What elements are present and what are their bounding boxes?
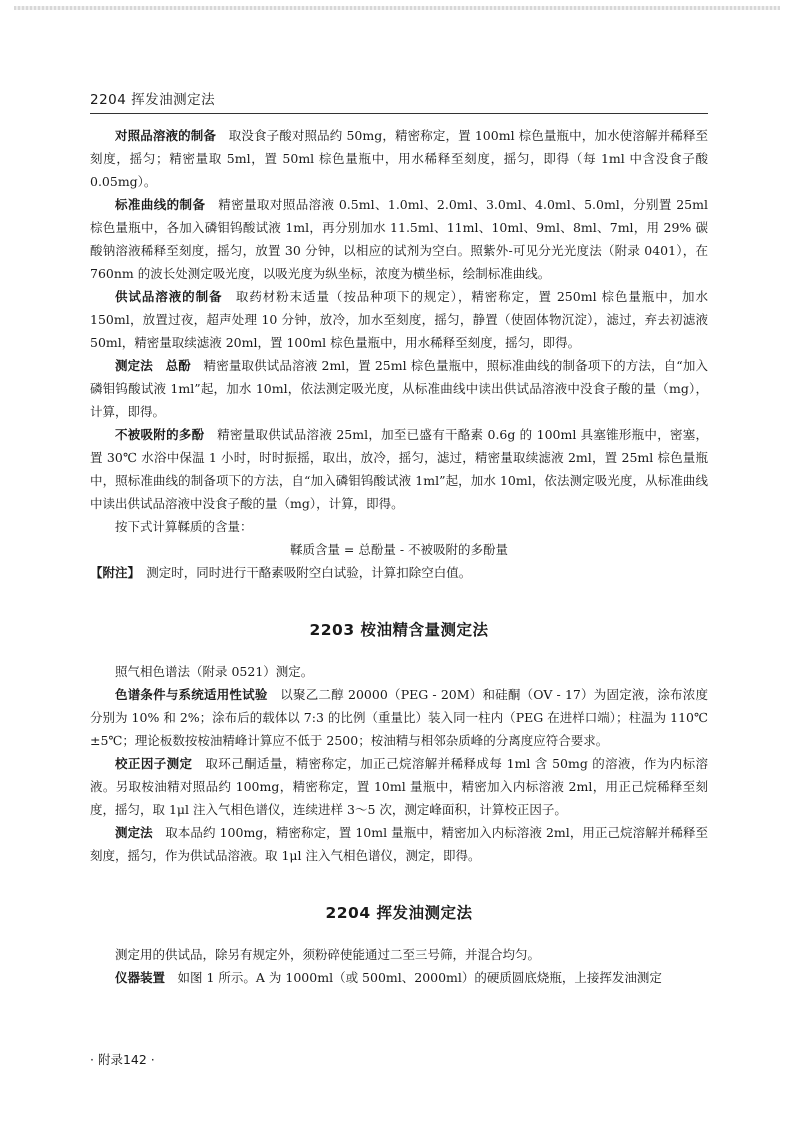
paragraph xyxy=(90,966,708,989)
paragraph: 照气相色谱法（附录 0521）测定。 xyxy=(115,664,314,679)
paragraph xyxy=(90,193,708,285)
note-label: 【附注】 xyxy=(90,565,134,580)
paragraph xyxy=(90,821,708,867)
note xyxy=(90,561,708,584)
paragraph-title: 校正因子测定 xyxy=(115,756,193,771)
paragraph-text: 精密量取供试品溶液 25ml，加至已盛有干酪素 0.6g 的 100ml 具塞锥形瓶中，密塞，置 30℃ 水浴中保温 1 小时，时时振摇，取出，放冷，摇匀，滤过，精密量取续滤液 2ml，置 25ml 棕色量瓶中，照标准曲线的制备项下的方法，自“加入磷钼钨酸试液 1ml”起，加水 10ml，依法测定吸光度，从标准曲线中读出供试品溶液中没食子酸的量（mg），计算，即得。 xyxy=(90,427,708,511)
paragraph-text: 取环己酮适量，精密称定，加正己烷溶解并稀释成每 1ml 含 50mg 的溶液，作为内标溶液。另取桉油精对照品约 100mg，精密称定，置 10ml 量瓶中，精密加入内标溶液 2ml，用正己烷稀释至刻度，摇匀，取 1μl 注入气相色谱仪，连续进样 3～5 次，测定峰面积，计算校正因子。 xyxy=(90,756,708,817)
paragraph-title: 对照品溶液的制备 xyxy=(115,128,217,143)
paragraph-text: 取本品约 100mg，精密称定，置 10ml 量瓶中，精密加入内标溶液 2ml，用正己烷溶解并稀释至刻度，摇匀，作为供试品溶液。取 1μl 注入气相色谱仪，测定，即得。 xyxy=(90,825,708,863)
page-number: · 附录142 · xyxy=(90,1052,155,1067)
paragraph-title: 标准曲线的制备 xyxy=(115,197,206,212)
paragraph-title: 不被吸附的多酚 xyxy=(115,427,205,442)
paragraph-title: 测定法 总酚 xyxy=(115,358,191,373)
section-heading-2204: 2204 挥发油测定法 xyxy=(325,904,473,922)
note-text: 测定时，同时进行干酪素吸附空白试验，计算扣除空白值。 xyxy=(146,565,472,580)
paragraph-title: 仪器装置 xyxy=(115,970,166,985)
paragraph-title: 测定法 xyxy=(115,825,153,840)
paragraph-text: 精密量取供试品溶液 2ml，置 25ml 棕色量瓶中，照标准曲线的制备项下的方法，自“加入磷钼钨酸试液 1ml”起，加水 10ml，依法测定吸光度，从标准曲线中读出供试品溶液中没食子酸的量（mg），计算，即得。 xyxy=(90,358,708,419)
paragraph-text: 以聚乙二醇 20000（PEG - 20M）和硅酮（OV - 17）为固定液，涂布浓度分别为 10% 和 2%；涂布后的载体以 7:3 的比例（重量比）装入同一柱内（PEG 在进样口端）；柱温为 110℃ ±5℃；理论板数按桉油精峰计算应不低于 2500；桉油精与相邻杂质峰的分离度应符合要求。 xyxy=(90,687,708,748)
page-body xyxy=(90,124,708,989)
paragraph xyxy=(90,285,708,354)
paragraph xyxy=(90,354,708,423)
paragraph: 按下式计算鞣质的含量： xyxy=(115,519,253,534)
scan-edge xyxy=(14,6,780,10)
paragraph xyxy=(90,683,708,752)
paragraph-text: 如图 1 所示。A 为 1000ml（或 500ml、2000ml）的硬质圆底烧瓶，上接挥发油测定 xyxy=(177,970,662,985)
paragraph xyxy=(90,423,708,515)
paragraph-text: 精密量取对照品溶液 0.5ml、1.0ml、2.0ml、3.0ml、4.0ml、5.0ml，分别置 25ml 棕色量瓶中，各加入磷钼钨酸试液 1ml，再分别加水 11.5ml、11ml、10ml、9ml、8ml、7ml，用 29% 碳酸钠溶液稀释至刻度，摇匀，放置 30 分钟，以相应的试剂为空白。照紫外-可见分光光度法（附录 0401），在 760nm 的波长处测定吸光度，以吸光度为纵坐标，浓度为横坐标，绘制标准曲线。 xyxy=(90,197,708,281)
formula: 鞣质含量 = 总酚量 - 不被吸附的多酚量 xyxy=(289,542,509,557)
paragraph-text: 取没食子酸对照品约 50mg，精密称定，置 100ml 棕色量瓶中，加水使溶解并稀释至刻度，摇匀；精密量取 5ml，置 50ml 棕色量瓶中，用水稀释至刻度，摇匀，即得（每 1ml 中含没食子酸 0.05mg）。 xyxy=(90,128,708,189)
section-heading-2203: 2203 桉油精含量测定法 xyxy=(309,621,489,639)
paragraph xyxy=(90,124,708,193)
paragraph xyxy=(90,752,708,821)
paragraph-title: 色谱条件与系统适用性试验 xyxy=(115,687,268,702)
page xyxy=(90,88,708,989)
running-header: 2204 挥发油测定法 xyxy=(90,88,708,114)
paragraph: 测定用的供试品，除另有规定外，须粉碎使能通过二至三号筛，并混合均匀。 xyxy=(115,947,541,962)
paragraph-title: 供试品溶液的制备 xyxy=(115,289,223,304)
paragraph-text: 取药材粉末适量（按品种项下的规定），精密称定，置 250ml 棕色量瓶中，加水 150ml，放置过夜，超声处理 10 分钟，放冷，加水至刻度，摇匀，静置（使固体物沉淀），滤过，弃去初滤液 50ml，精密量取续滤液 20ml，置 100ml 棕色量瓶中，用水稀释至刻度，摇匀，即得。 xyxy=(90,289,708,350)
